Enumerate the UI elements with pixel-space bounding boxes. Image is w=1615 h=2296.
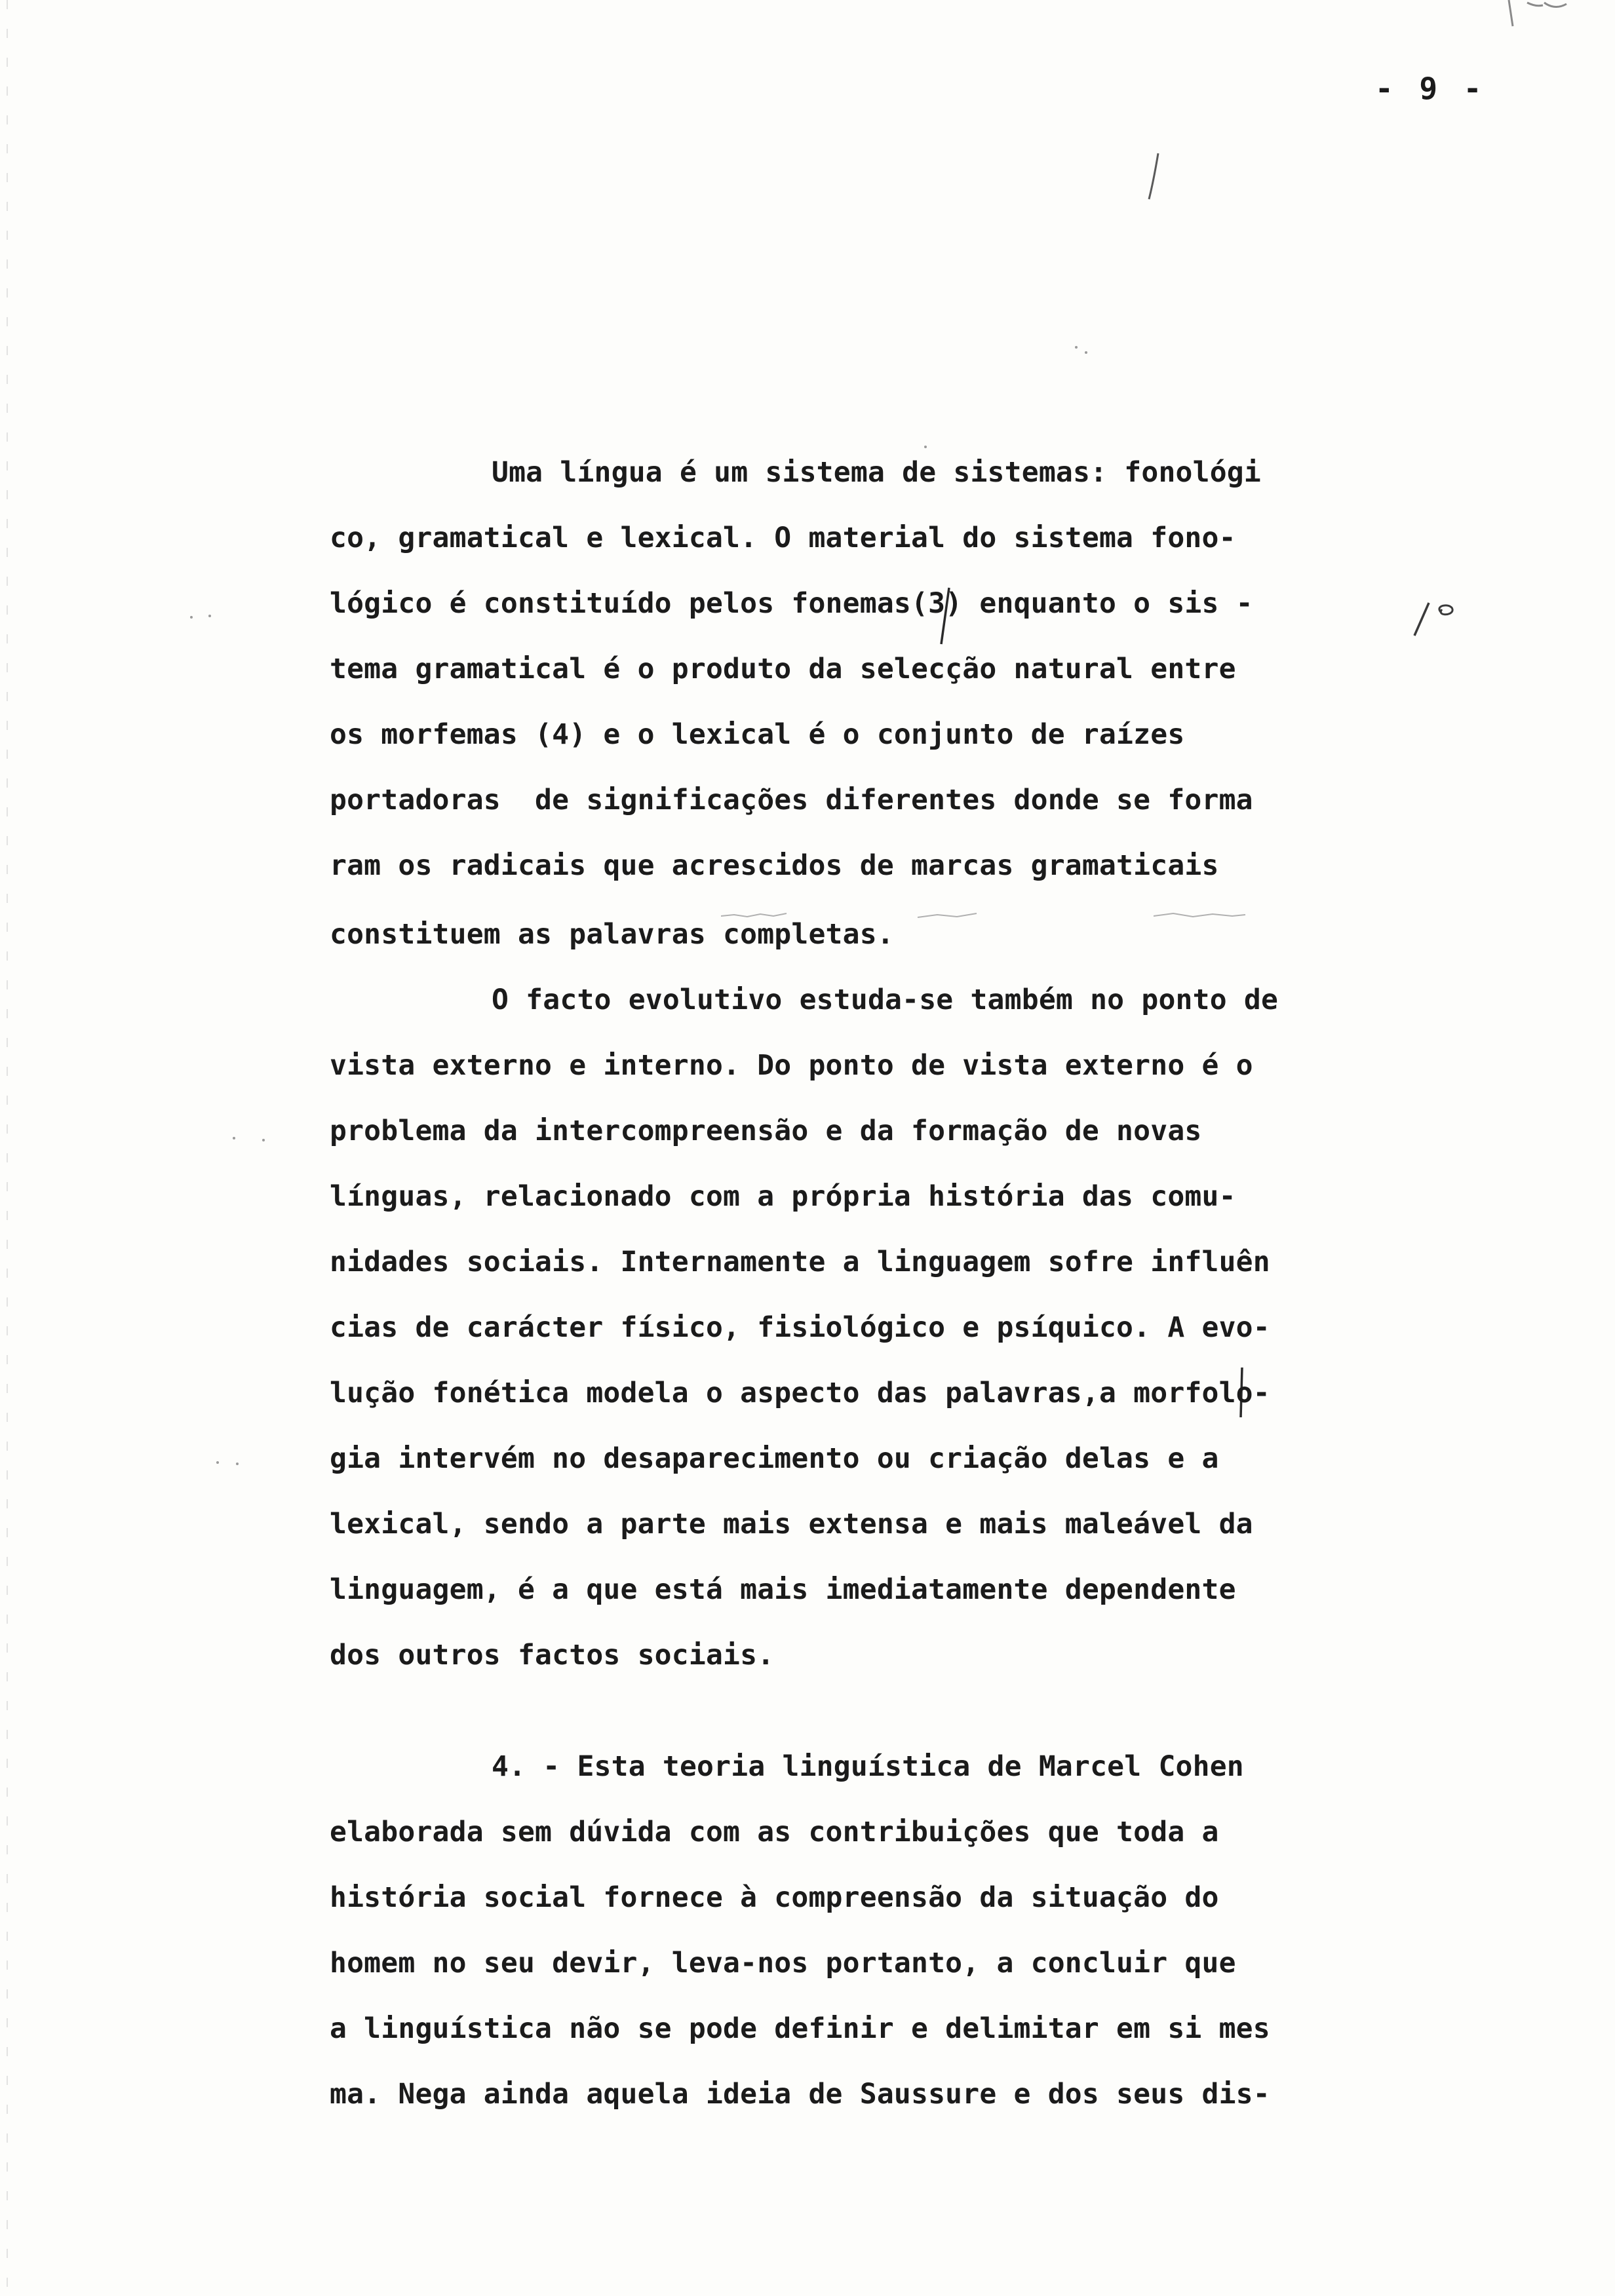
text-line: co, gramatical e lexical. O material do sistema fono- xyxy=(330,522,1236,554)
text-line: dos outros factos sociais. xyxy=(330,1639,775,1672)
text-line: lexical, sendo a parte mais extensa e mais maleável da xyxy=(330,1508,1253,1540)
text-line: problema da intercompreensão e da formação de novas xyxy=(330,1115,1202,1147)
corner-pen-mark xyxy=(1504,0,1582,46)
text-line: lução fonética modela o aspecto das palavras,a morfolo- xyxy=(330,1377,1270,1409)
text-line: ma. Nega ainda aquela ideia de Saussure e dos seus dis- xyxy=(330,2078,1270,2111)
text-line: lógico é constituído pelos fonemas(3) enquanto o sis - xyxy=(330,587,1253,620)
text-line: os morfemas (4) e o lexical é o conjunto de raízes xyxy=(330,718,1185,751)
scan-edge-line xyxy=(7,0,8,2296)
scan-speck xyxy=(236,1463,239,1465)
text-line: O facto evolutivo estuda-se também no ponto de xyxy=(492,984,1279,1016)
text-line: linguagem, é a que está mais imediatamente dependente xyxy=(330,1573,1236,1606)
margin-correction-mark-drawing xyxy=(1403,590,1468,649)
text-line: gia intervém no desaparecimento ou criação delas e a xyxy=(330,1442,1219,1475)
text-line: portadoras de significações diferentes donde se forma xyxy=(330,784,1253,816)
scan-speck xyxy=(190,616,193,619)
text-line: 4. - Esta teoria linguística de Marcel Cohen xyxy=(492,1750,1244,1783)
text-line: cias de carácter físico, fisiológico e psíquico. A evo- xyxy=(330,1311,1270,1344)
pen-check-mark xyxy=(1144,151,1163,203)
text-line: elaborada sem dúvida com as contribuições que toda a xyxy=(330,1816,1219,1848)
scan-speck xyxy=(1085,351,1087,354)
scan-speck xyxy=(233,1137,235,1139)
margin-correction-mark xyxy=(1403,590,1468,649)
scan-speck xyxy=(208,615,211,617)
page-number: - 9 - xyxy=(1375,71,1486,106)
text-line: homem no seu devir, leva-nos portanto, a concluir que xyxy=(330,1947,1236,1980)
text-line: nidades sociais. Internamente a linguagem sofre influên xyxy=(330,1246,1270,1278)
text-line: a linguística não se pode definir e delimitar em si mes xyxy=(330,2012,1270,2045)
scan-speck xyxy=(1075,346,1078,349)
text-line: história social fornece à compreensão da situação do xyxy=(330,1881,1219,1914)
text-line: Uma língua é um sistema de sistemas: fonológi xyxy=(492,456,1261,489)
scan-speck xyxy=(262,1139,265,1141)
text-line: línguas, relacionado com a própria história das comu- xyxy=(330,1180,1236,1213)
scan-speck xyxy=(216,1461,219,1464)
text-line: ram os radicais que acrescidos de marcas gramaticais xyxy=(330,849,1219,882)
text-line: tema gramatical é o produto da selecção natural entre xyxy=(330,653,1236,685)
scan-speck xyxy=(924,446,927,448)
text-line: vista externo e interno. Do ponto de vista externo é o xyxy=(330,1049,1253,1082)
text-line: constituem as palavras completas. xyxy=(330,918,894,951)
